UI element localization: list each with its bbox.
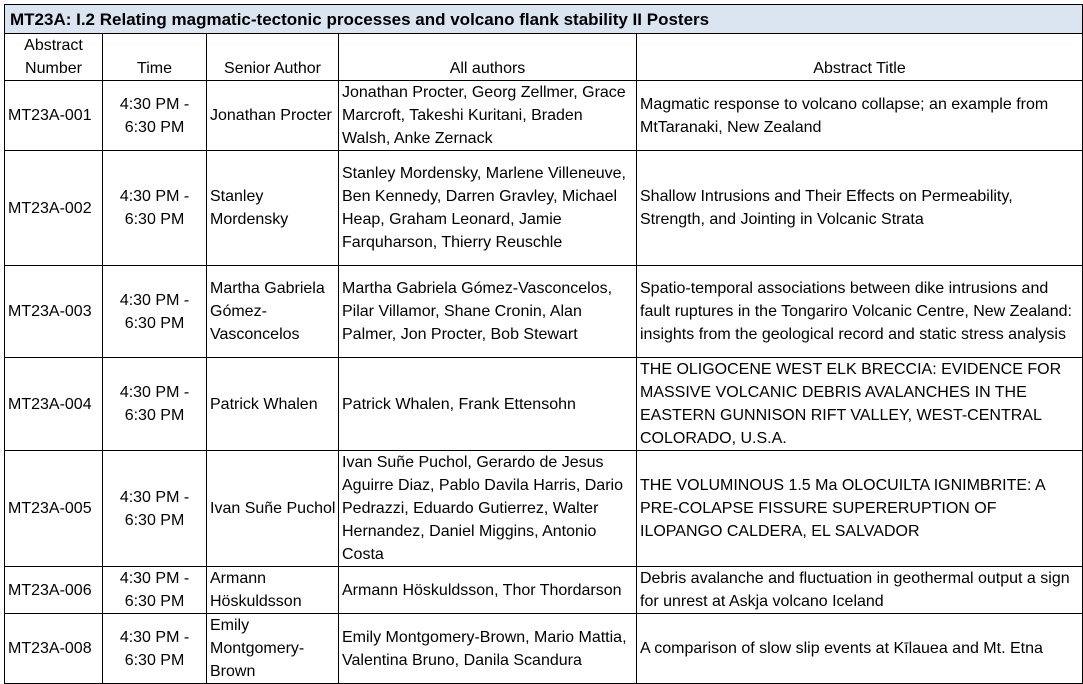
abstract-number: MT23A-004 xyxy=(5,358,103,451)
header-all-authors: All authors xyxy=(339,34,637,81)
senior-author: Ivan Suñe Puchol xyxy=(207,451,339,567)
abstract-title: Debris avalanche and fluctuation in geothermal output a sign for unrest at Askja volcano Iceland xyxy=(637,567,1083,614)
all-authors: Patrick Whalen, Frank Ettensohn xyxy=(339,358,637,451)
time-start: 4:30 PM - xyxy=(119,628,190,646)
time-start: 4:30 PM - xyxy=(119,95,190,113)
time-start: 4:30 PM - xyxy=(119,291,190,309)
time-start: 4:30 PM - xyxy=(119,188,190,205)
time-end: 6:30 PM xyxy=(124,651,185,669)
session-table xyxy=(4,4,1083,684)
time-start: 4:30 PM - xyxy=(119,488,190,506)
header-abstract-number xyxy=(5,34,103,81)
time-cell xyxy=(103,151,207,266)
abstract-title: A comparison of slow slip events at Kīlauea and Mt. Etna xyxy=(637,614,1083,684)
abstract-number: MT23A-002 xyxy=(5,151,103,266)
time-start: 4:30 PM - xyxy=(119,570,190,587)
time-end: 6:30 PM xyxy=(124,593,185,610)
senior-author: Patrick Whalen xyxy=(207,358,339,451)
table-row xyxy=(5,266,1083,358)
senior-author: Jonathan Procter xyxy=(207,81,339,151)
all-authors: Armann Höskuldsson, Thor Thordarson xyxy=(339,567,637,614)
all-authors: Emily Montgomery-Brown, Mario Mattia, Valentina Bruno, Danila Scandura xyxy=(339,614,637,684)
abstract-number: MT23A-008 xyxy=(5,614,103,684)
table-row xyxy=(5,81,1083,151)
time-start: 4:30 PM - xyxy=(119,384,190,401)
abstract-number: MT23A-001 xyxy=(5,81,103,151)
abstract-title: THE VOLUMINOUS 1.5 Ma OLOCUILTA IGNIMBRITE: A PRE-COLAPSE FISSURE SUPERERUPTION OF ILOPANGO CALDERA, EL SALVADOR xyxy=(637,451,1083,567)
table-row xyxy=(5,451,1083,567)
time-end: 6:30 PM xyxy=(124,314,185,332)
time-end: 6:30 PM xyxy=(124,211,185,228)
table-row xyxy=(5,567,1083,614)
header-row xyxy=(5,34,1083,81)
senior-author: Emily Montgomery-Brown xyxy=(207,614,339,684)
header-abstract-number-line1: Abstract xyxy=(24,37,83,54)
time-cell xyxy=(103,358,207,451)
all-authors: Stanley Mordensky, Marlene Villeneuve, Ben Kennedy, Darren Gravley, Michael Heap, Graham Leonard, Jamie Farquharson, Thierry Reuschle xyxy=(339,151,637,266)
table-row xyxy=(5,358,1083,451)
abstract-number: MT23A-006 xyxy=(5,567,103,614)
all-authors: Jonathan Procter, Georg Zellmer, Grace Marcroft, Takeshi Kuritani, Braden Walsh, Anke Zernack xyxy=(339,81,637,151)
session-title: MT23A: I.2 Relating magmatic-tectonic processes and volcano flank stability II Posters xyxy=(5,5,1083,34)
spreadsheet xyxy=(4,4,1082,684)
senior-author: Stanley Mordensky xyxy=(207,151,339,266)
abstract-number: MT23A-003 xyxy=(5,266,103,358)
time-end: 6:30 PM xyxy=(124,118,185,136)
abstract-number: MT23A-005 xyxy=(5,451,103,567)
table-row xyxy=(5,151,1083,266)
time-cell xyxy=(103,567,207,614)
time-cell xyxy=(103,266,207,358)
abstract-title: Shallow Intrusions and Their Effects on Permeability, Strength, and Jointing in Volcanic Strata xyxy=(637,151,1083,266)
table-row xyxy=(5,614,1083,684)
abstract-title: THE OLIGOCENE WEST ELK BRECCIA: EVIDENCE FOR MASSIVE VOLCANIC DEBRIS AVALANCHES IN THE EASTERN GUNNISON RIFT VALLEY, WEST-CENTRAL COLORADO, U.S.A. xyxy=(637,358,1083,451)
abstract-title: Magmatic response to volcano collapse; an example from MtTaranaki, New Zealand xyxy=(637,81,1083,151)
time-cell xyxy=(103,451,207,567)
abstract-title: Spatio-temporal associations between dike intrusions and fault ruptures in the Tongariro Volcanic Centre, New Zealand: insights from the geological record and static stress analysis xyxy=(637,266,1083,358)
all-authors: Martha Gabriela Gómez-Vasconcelos, Pilar Villamor, Shane Cronin, Alan Palmer, Jon Procter, Bob Stewart xyxy=(339,266,637,358)
header-time: Time xyxy=(103,34,207,81)
all-authors: Ivan Suñe Puchol, Gerardo de Jesus Aguirre Diaz, Pablo Davila Harris, Dario Pedrazzi, Eduardo Gutierrez, Walter Hernandez, Daniel Miggins, Antonio Costa xyxy=(339,451,637,567)
header-abstract-number-line2: Number xyxy=(25,60,82,77)
time-cell xyxy=(103,614,207,684)
time-end: 6:30 PM xyxy=(124,407,185,424)
time-end: 6:30 PM xyxy=(124,511,185,529)
senior-author: Armann Höskuldsson xyxy=(207,567,339,614)
time-cell xyxy=(103,81,207,151)
senior-author: Martha Gabriela Gómez-Vasconcelos xyxy=(207,266,339,358)
header-abstract-title: Abstract Title xyxy=(637,34,1083,81)
header-senior-author: Senior Author xyxy=(207,34,339,81)
